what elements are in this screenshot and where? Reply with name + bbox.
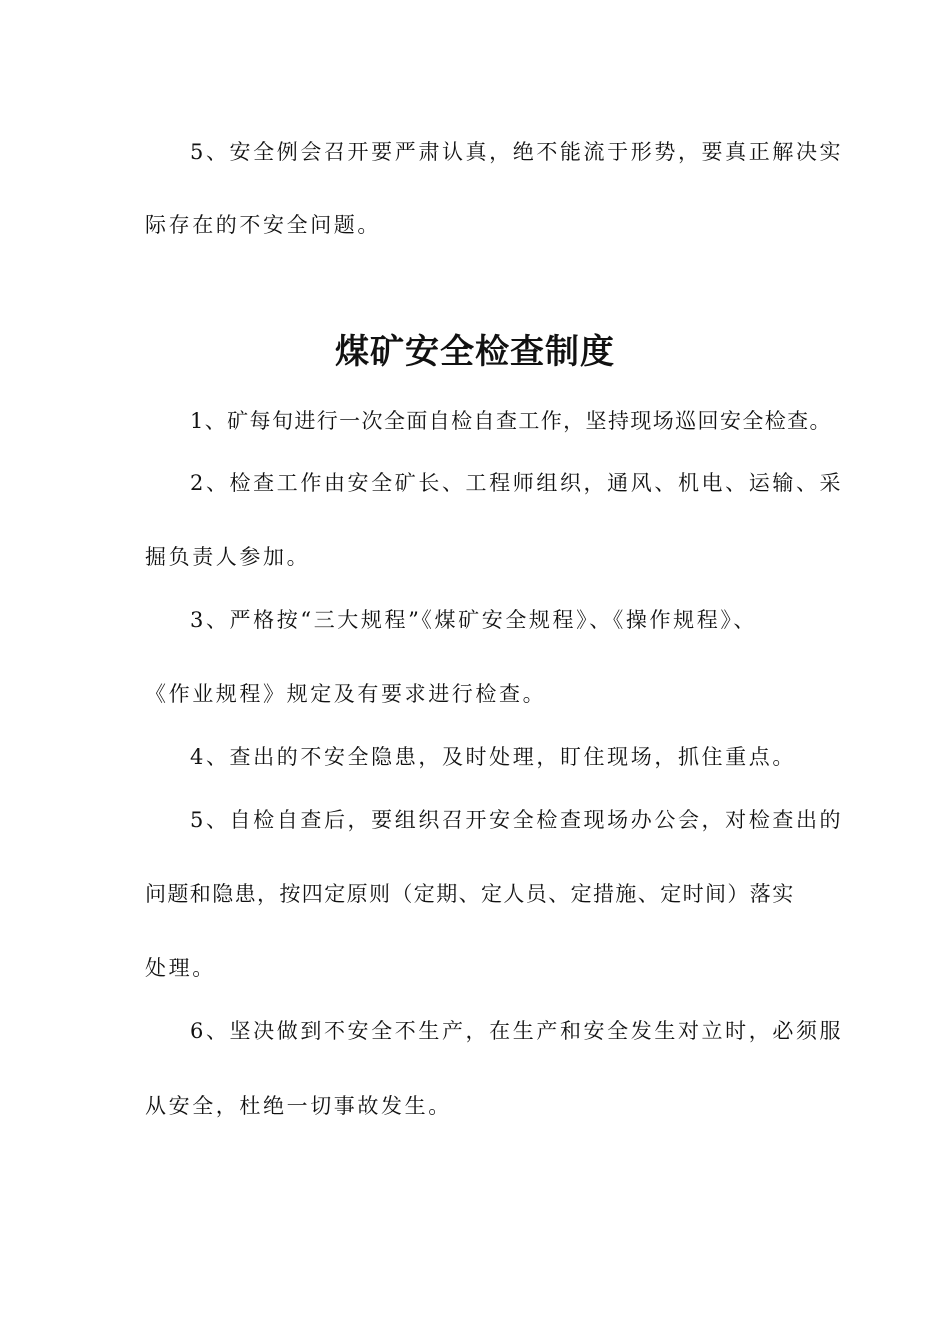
item-6-line-2: 从安全，杜绝一切事故发生。: [145, 1094, 452, 1118]
item-2-line-1: 2、检查工作由安全矿长、工程师组织，通风、机电、运输、采: [190, 471, 844, 495]
item-1-line-1: 1、矿每旬进行一次全面自检自查工作，坚持现场巡回安全检查。: [190, 409, 832, 433]
item-3-line-1: 3、严格按“三大规程”《煤矿安全规程》、《操作规程》、: [190, 608, 758, 632]
item-6-line-1: 6、坚决做到不安全不生产，在生产和安全发生对立时，必须服: [190, 1019, 844, 1043]
intro-item-5-line-2: 际存在的不安全问题。: [145, 213, 381, 237]
intro-item-5-line-1: 5、安全例会召开要严肃认真，绝不能流于形势，要真正解决实: [190, 140, 844, 164]
section-title: 煤矿安全检查制度: [335, 332, 615, 372]
item-5-line-1: 5、自检自查后，要组织召开安全检查现场办公会，对检查出的: [190, 808, 844, 832]
item-3-line-2: 《作业规程》规定及有要求进行检查。: [145, 682, 547, 706]
item-5-line-2: 问题和隐患，按四定原则（定期、定人员、定措施、定时间）落实: [145, 882, 795, 906]
item-2-line-2: 掘负责人参加。: [145, 545, 311, 569]
item-5-line-3: 处理。: [145, 956, 216, 980]
item-4-line-1: 4、查出的不安全隐患，及时处理，盯住现场，抓住重点。: [190, 745, 796, 769]
